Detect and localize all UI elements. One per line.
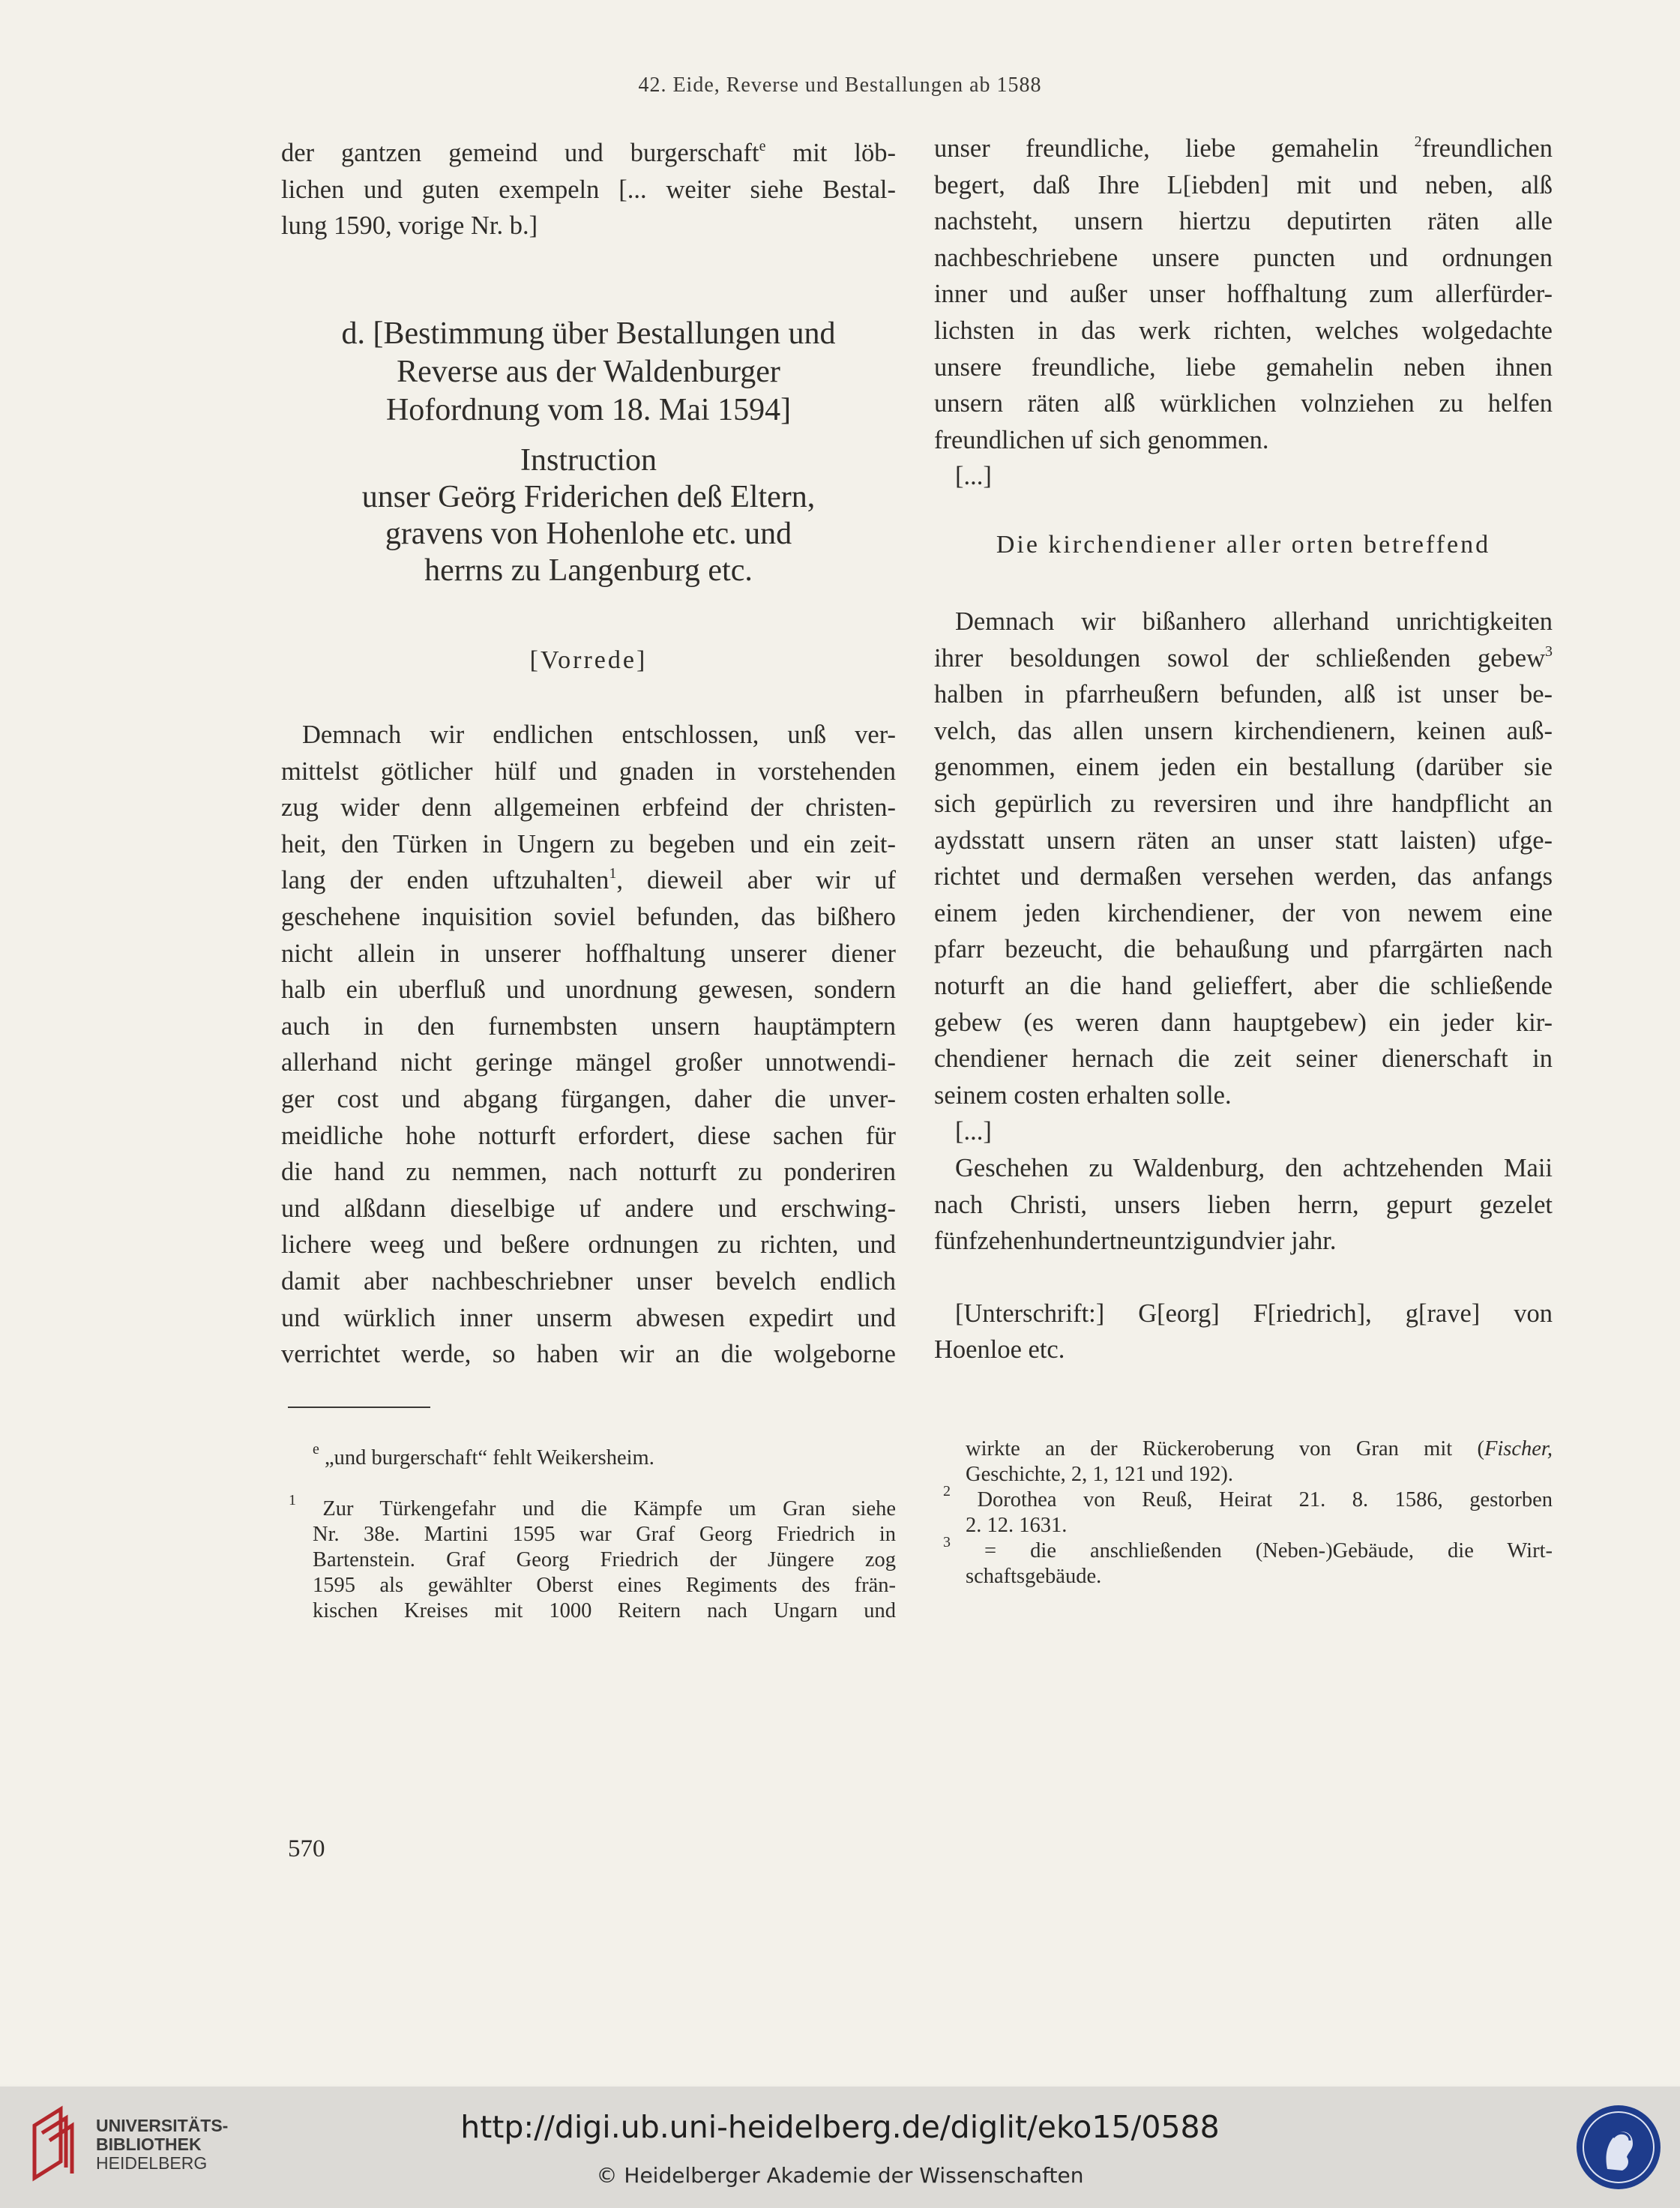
text-line: heit, den Türken in Ungern zu begeben und ein zeit- — [281, 829, 896, 858]
text-line: zug wider denn allgemeinen erbfeind der christen- — [281, 793, 896, 822]
text-line: ger cost und abgang fürgangen, daher die unver- — [281, 1084, 896, 1113]
right-column-top — [934, 130, 1553, 495]
footnotes-left — [281, 1441, 896, 1624]
spacer — [281, 1471, 896, 1496]
text-line: begert, daß Ihre L[iebden] mit und neben, alß — [934, 170, 1553, 199]
text-line: Geschehen zu Waldenburg, den achtzehenden Maii — [955, 1153, 1553, 1182]
text-line: nachsteht, unsern hiertzu deputirten räten alle — [934, 207, 1553, 236]
footnote-line: Nr. 38e. Martini 1595 war Graf Georg Friedrich in — [313, 1523, 896, 1546]
text-line: gebew (es weren dann hauptgebew) ein jeder kir- — [934, 1008, 1553, 1037]
footnote-line: Bartenstein. Graf Georg Friedrich der Jüngere zog — [313, 1548, 896, 1571]
text-line: halb ein uberfluß und unordnung gewesen, sondern — [281, 975, 896, 1005]
text-line: einem jeden kirchendiener, der von newem eine — [934, 898, 1553, 927]
page-number: 570 — [288, 1835, 325, 1862]
text-line: nachbeschriebene unsere puncten und ordnungen — [934, 243, 1553, 272]
text-line: und alßdann dieselbige uf andere und erschwing- — [281, 1194, 896, 1223]
signature-line: Hoenloe etc. — [934, 1335, 1065, 1365]
footnote-line: $^e$ „und burgerschaft“ fehlt Weikersheim. — [313, 1441, 654, 1470]
section-heading — [281, 315, 896, 430]
signature-line: [Unterschrift:] G[eorg] F[riedrich], g[rave] von — [955, 1299, 1553, 1328]
left-column-intro — [281, 135, 896, 244]
footnote-line: 1595 als gewählter Oberst eines Regiments des frän- — [313, 1574, 896, 1597]
text-line: chendiener hernach die zeit seiner dienerschaft in — [934, 1044, 1553, 1074]
footnote-line: $^2$ Dorothea von Reuß, Heirat 21. 8. 1586, gestorben — [943, 1483, 1553, 1511]
kirchendiener-heading: Die kirchendiener aller orten betreffend — [996, 531, 1491, 559]
text-line: lichere weeg und beßere ordnungen zu richten, und — [281, 1230, 896, 1260]
heading-line: Hofordnung vom 18. Mai 1594] — [385, 393, 792, 427]
text-line: unsern räten alß würklichen volnziehen zu helfen — [934, 389, 1553, 418]
text-line: seinem costen erhalten solle. — [934, 1080, 1232, 1110]
ellipsis-line: [...] — [955, 1117, 992, 1146]
text-line: der gantzen gemeind und burgerschaft$^e$ mit löb- — [281, 138, 896, 167]
title-line: herrns zu Langenburg etc. — [424, 553, 753, 588]
text-line: lang der enden uftzuhalten$^1$, dieweil aber wir uf — [281, 865, 897, 895]
text-line: lichsten in das werk richten, welches wolgedachte — [934, 316, 1553, 345]
text-line: nicht allein in unserer hoffhaltung unserer diener — [281, 939, 896, 968]
text-line: freundlichen uf sich genommen. — [934, 425, 1269, 454]
text-line: Demnach wir endlichen entschlossen, unß ver- — [302, 721, 896, 749]
text-line: Demnach wir bißanhero allerhand unrichtigkeiten — [955, 607, 1553, 636]
text-line: lung 1590, vorige Nr. b.] — [281, 211, 538, 241]
university-library-logo-text: UNIVERSITÄTS- BIBLIOTHEK HEIDELBERG — [96, 2116, 229, 2173]
text-line: nach Christi, unsers lieben herrn, gepurt gezelet — [934, 1190, 1553, 1219]
instruction-title — [281, 442, 896, 589]
text-line: halben in pfarrheußern befunden, alß ist unser be- — [934, 680, 1553, 709]
text-line: velch, das allen unsern kirchendienern, keinen auß- — [934, 716, 1553, 745]
footnote-line: $^3$ = die anschließenden (Neben-)Gebäude, die Wirt- — [943, 1534, 1553, 1562]
spacer — [934, 1260, 1553, 1296]
title-line: Instruction — [520, 443, 657, 478]
text-line: geschehene inquisition soviel befunden, das bißhero — [281, 902, 896, 931]
text-line: die hand zu nemmen, nach notturft zu ponderiren — [281, 1158, 896, 1187]
text-line: noturft an die hand gelieffert, aber die schließende — [934, 971, 1553, 1000]
copyright-notice: © Heidelberger Akademie der Wissenschaften — [596, 2163, 1084, 2188]
text-line: lichen und guten exempeln [... weiter siehe Bestal- — [281, 175, 896, 204]
heading-line: d. [Bestimmung über Bestallungen und — [341, 316, 836, 351]
footnote-line: wirkte an der Rückeroberung von Gran mit (Fischer, — [966, 1437, 1553, 1461]
text-line: ihrer besoldungen sowol der schließenden gebew$^3$ — [934, 643, 1553, 673]
footnote-line: kischen Kreises mit 1000 Reitern nach Ungarn und — [313, 1599, 896, 1622]
text-line: und würklich inner unserm abwesen expedirt und — [281, 1303, 896, 1332]
left-column-body — [281, 717, 896, 1373]
text-line: richtet und dermaßen versehen werden, das anfangs — [934, 862, 1553, 891]
footnote-line: $^1$ Zur Türkengefahr und die Kämpfe um Gran siehe — [289, 1492, 896, 1520]
text-line: verrichtet werde, so haben wir an die wolgeborne — [281, 1340, 896, 1369]
footnote-line: Geschichte, 2, 1, 121 und 192). — [966, 1463, 1233, 1486]
vorrede-heading: [Vorrede] — [529, 646, 648, 674]
footnote-ref: e — [759, 138, 766, 154]
text-line: genommen, einem jeden ein bestallung (darüber sie — [934, 753, 1553, 782]
footnote-ref: 3 — [1545, 643, 1553, 660]
academy-seal-icon — [1574, 2103, 1663, 2192]
footnote-rule — [288, 1407, 430, 1408]
text-line: aydsstatt unsern räten an unser statt laisten) ufge- — [934, 825, 1553, 855]
text-line: sich gepürlich zu reversiren und ihre handpflicht an — [934, 789, 1553, 818]
title-line: unser Geörg Friderichen deß Eltern, — [361, 480, 816, 514]
text-line: inner und außer unser hoffhaltung zum allerfürder- — [934, 280, 1553, 309]
text-line: mittelst götlicher hülf und gnaden in vorstehenden — [281, 756, 896, 786]
footnote-line: schaftsgebäude. — [966, 1565, 1102, 1588]
text-line: auch in den furnembsten unsern hauptämptern — [281, 1011, 896, 1041]
text-line: meidliche hohe notturft erfordert, diese sachen für — [281, 1121, 896, 1150]
footnote-ref: 2 — [1414, 133, 1422, 150]
text-line: allerhand nicht geringe mängel großer unnotwendi- — [281, 1048, 896, 1077]
permalink-url[interactable]: http://digi.ub.uni-heidelberg.de/diglit/eko15/0588 — [460, 2109, 1220, 2145]
text-line: unsere freundliche, liebe gemahelin neben ihnen — [934, 352, 1553, 382]
right-column-body — [934, 604, 1553, 1368]
footnote-line: 2. 12. 1631. — [966, 1514, 1068, 1537]
ellipsis-line: [...] — [955, 462, 992, 491]
title-line: gravens von Hohenlohe etc. und — [385, 517, 792, 551]
text-line: pfarr bezeucht, die behaußung und pfarrgärten nach — [934, 935, 1553, 964]
running-head: 42. Eide, Reverse und Bestallungen ab 1588 — [638, 73, 1042, 97]
viewer-footer — [0, 2087, 1680, 2208]
heading-line: Reverse aus der Waldenburger — [397, 355, 780, 389]
text-line: unser freundliche, liebe gemahelin $^2$freundlichen — [934, 133, 1553, 163]
footnote-ref: 1 — [609, 865, 617, 882]
text-line: damit aber nachbeschriebner unser bevelch endlich — [281, 1266, 896, 1296]
text-line: fünfzehenhundertneuntzigundvier jahr. — [934, 1227, 1337, 1256]
footnotes-right — [934, 1437, 1553, 1589]
